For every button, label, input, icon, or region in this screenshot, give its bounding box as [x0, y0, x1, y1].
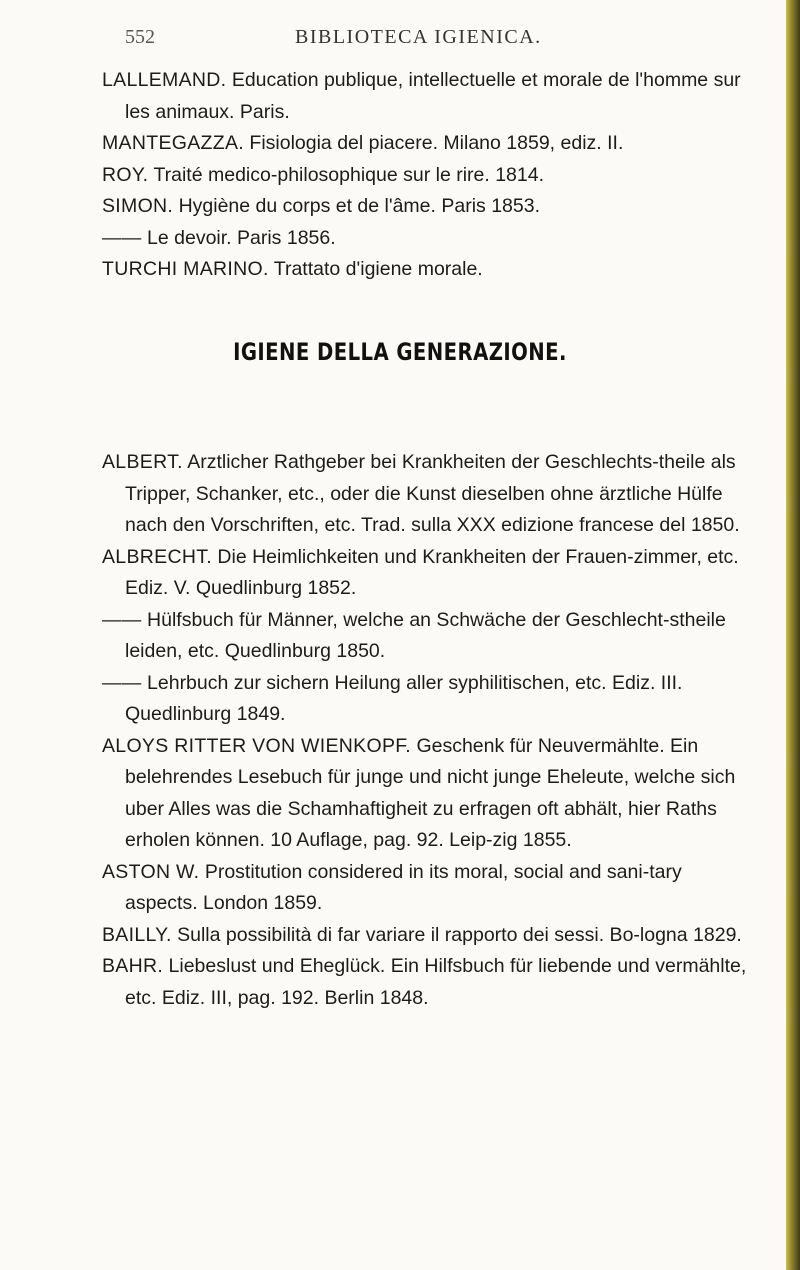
page-edge-shadow [786, 0, 800, 1270]
bibliography-entry [102, 542, 752, 605]
bibliography-entry [102, 191, 752, 223]
entry-author: ALOYS RITTER VON WIENKOPF. [102, 734, 412, 757]
entry-author: ALBERT. [102, 451, 183, 473]
entry-text: Hülfsbuch für Männer, welche an Schwäche der Geschlecht-stheile leiden, etc. Quedlinburg 1850. [125, 608, 726, 662]
bibliography-entry-ditto [102, 223, 752, 255]
entry-text: Arztlicher Rathgeber bei Krankheiten der Geschlechts-theile als Tripper, Schanker, etc., oder die Kunst dieselben ohne ärztliche Hülfe nach den Vorschriften, etc. Trad. sulla XXX edizione francese del 1850. [125, 451, 740, 536]
bibliography-entry [102, 65, 752, 128]
page-number: 552 [125, 26, 155, 48]
entry-text: Geschenk für Neuvermählte. Ein belehrendes Lesebuch für junge und nicht junge Eheleute, welche sich uber Alles was die Schamhaftigheit zu erfragen oft abhält, hier Raths erholen können. 10 Auflage, pag. 92. Leip-zig 1855. [125, 734, 736, 851]
ditto-dash: —— [102, 226, 142, 249]
bibliography-entry [102, 128, 752, 160]
bibliography-entry [102, 857, 752, 920]
entry-author: ROY. [102, 163, 149, 186]
entry-text: Education publique, intellectuelle et morale de l'homme sur les animaux. Paris. [125, 69, 741, 123]
entry-text: Fisiologia del piacere. Milano 1859, ediz. II. [249, 132, 624, 154]
entry-author: BAILLY. [102, 923, 172, 946]
page-header [0, 26, 800, 56]
entry-text: Lehrbuch zur sichern Heilung aller syphilitischen, etc. Ediz. III. Quedlinburg 1849. [125, 671, 683, 725]
entry-author: BAHR. [102, 955, 164, 977]
bibliography-entry [102, 731, 752, 857]
entry-text: Hygiène du corps et de l'âme. Paris 1853. [178, 195, 540, 217]
bibliography-entry [102, 254, 752, 286]
bibliography-list-moral-hygiene [102, 65, 752, 286]
entry-author: ASTON W. [102, 860, 200, 883]
entry-text: Trattato d'igiene morale. [273, 258, 483, 280]
entry-text: Le devoir. Paris 1856. [147, 226, 336, 249]
running-title: BIBLIOTECA IGIENICA. [295, 26, 542, 48]
ditto-dash: —— [102, 608, 142, 631]
bibliography-list-generation-hygiene [102, 447, 752, 1014]
entry-text: Prostitution considered in its moral, social and sani-tary aspects. London 1859. [125, 860, 682, 914]
entry-author: MANTEGAZZA. [102, 132, 244, 154]
bibliography-entry [102, 447, 752, 542]
entry-text: Sulla possibilità di far variare il rapporto dei sessi. Bo-logna 1829. [177, 923, 742, 946]
entry-author: LALLEMAND. [102, 69, 227, 91]
entry-author: SIMON. [102, 195, 174, 217]
bibliography-entry-ditto [102, 605, 752, 668]
bibliography-entry [102, 160, 752, 192]
ditto-dash: —— [102, 671, 142, 694]
bibliography-entry-ditto [102, 668, 752, 731]
bibliography-entry [102, 920, 752, 952]
entry-author: ALBRECHT. [102, 545, 212, 568]
entry-author: TURCHI MARINO. [102, 258, 269, 280]
entry-text: Liebeslust und Eheglück. Ein Hilfsbuch für liebende und vermählte, etc. Ediz. III, pag. 192. Berlin 1848. [125, 955, 747, 1009]
section-heading: IGIENE DELLA GENERAZIONE. [233, 338, 567, 366]
entry-text: Die Heimlichkeiten und Krankheiten der Frauen-zimmer, etc. Ediz. V. Quedlinburg 1852. [125, 545, 739, 599]
bibliography-entry [102, 951, 752, 1014]
entry-text: Traité medico-philosophique sur le rire. 1814. [153, 163, 545, 186]
